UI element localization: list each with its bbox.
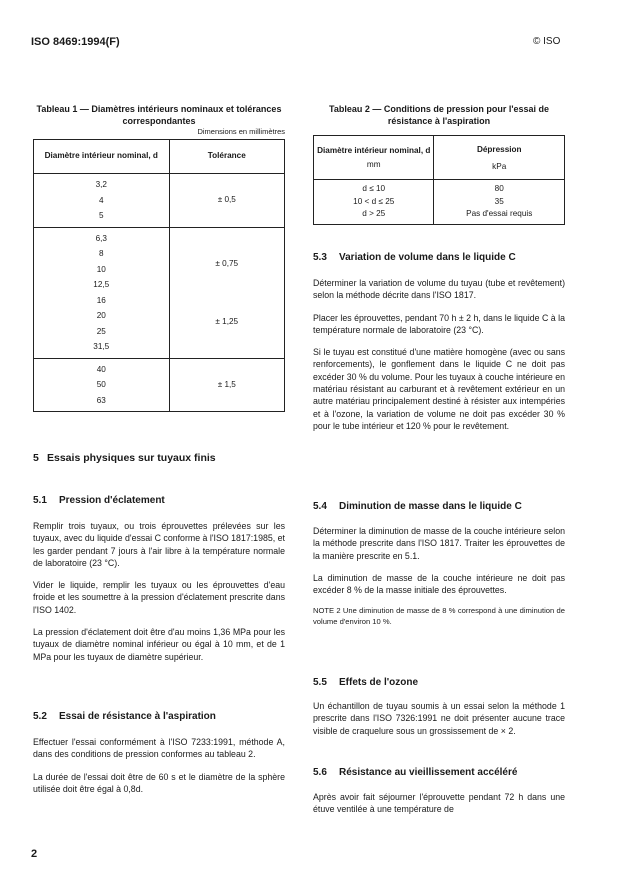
paragraph: Remplir trois tuyaux, ou trois éprouvettes prélevées sur les tuyaux, avec du liquide d'essai C conforme à l'ISO 1817:1985, et les garder pendant 7 jours à l'air libre à la température normale de laboratoire (23 °C). <box>33 521 285 568</box>
table1-diameter: 8 <box>98 249 104 258</box>
table1-diameter: 12,5 <box>93 280 110 289</box>
section-title: Pression d'éclatement <box>59 495 165 506</box>
table1-diameter: 16 <box>96 295 106 305</box>
paragraph: Déterminer la variation de volume du tuyau (tube et revêtement) selon la méthode décrite dans l'ISO 1817. <box>313 278 565 301</box>
section-5-4-heading <box>313 500 565 513</box>
table1-col1-header: Diamètre intérieur nominal, d <box>34 140 170 174</box>
section-5-6-body <box>313 791 565 816</box>
table2-value: 35 <box>434 196 565 209</box>
table1-diameter: 40 <box>96 364 106 374</box>
table2-col2-header: Dépression <box>476 144 522 154</box>
paragraph: La durée de l'essai doit être de 60 s et le diamètre de la sphère utilisée doit être égal à 0,8d. <box>33 771 285 794</box>
table2-row <box>314 208 565 224</box>
section-5-3-body <box>313 277 565 432</box>
table2-diameter: 10 < d ≤ 25 <box>314 196 434 209</box>
paragraph: Si le tuyau est constitué d'une matière homogène (avec ou sans renforcements), le gonflement dans le liquide C ne doit pas excéder 30 % du volume. Pour les tuyaux à couche intérieure en matériau résistant au carburant et à revêtement extérieur en un autre matériau principalement destiné à résister aux intempéries et à l'ozone, la variation de volume ne doit pas excéder 30 % pour le tube intérieur et 120 % pour le revêtement. <box>313 347 565 431</box>
table1-diameter: 63 <box>96 395 106 405</box>
table1-tolerance: ± 0,5 <box>169 174 284 228</box>
table2-col1-header: Diamètre intérieur nominal, d <box>317 146 431 155</box>
table1-tolerance: ± 1,5 <box>169 358 284 412</box>
table1-diameter: 3,2 <box>95 180 107 189</box>
section-title: Diminution de masse dans le liquide C <box>339 501 522 512</box>
section-5-1-body <box>33 520 285 663</box>
section-number: 5.2 <box>33 711 47 722</box>
section-number: 5.6 <box>313 767 327 778</box>
table1-row <box>34 174 285 228</box>
section-number: 5.5 <box>313 677 327 688</box>
table1 <box>33 139 285 412</box>
table1-block <box>33 104 285 412</box>
paragraph: Déterminer la diminution de masse de la couche intérieure selon la méthode prescrite dans l'ISO 1817. Traiter les éprouvettes de la manière prescrite en 5.1. <box>313 526 565 561</box>
page-number: 2 <box>31 848 38 860</box>
table2-value: 80 <box>434 180 565 196</box>
section-number: 5.4 <box>313 501 327 512</box>
section-title: Essai de résistance à l'aspiration <box>59 711 216 722</box>
paragraph: Après avoir fait séjourner l'éprouvette pendant 72 h dans une étuve ventilée à une température de <box>313 792 565 815</box>
table1-diameter: 20 <box>96 311 106 320</box>
section-title: Résistance au vieillissement accéléré <box>339 767 518 778</box>
section-5-5-body <box>313 700 565 737</box>
section-5-4-body <box>313 525 565 627</box>
table1-diameter: 4 <box>98 195 104 205</box>
paragraph: La pression d'éclatement doit être d'au moins 1,36 MPa pour les tuyaux de diamètre nominal inférieur ou égal à 10 mm, et de 1 MPa pour les tuyaux de diamètre supérieur. <box>33 627 285 662</box>
table2-diameter: d > 25 <box>314 208 434 224</box>
table2-col2-unit: kPa <box>492 161 507 171</box>
table2-row <box>314 196 565 209</box>
paragraph: La diminution de masse de la couche intérieure ne doit pas excéder 8 % de la masse initiale des éprouvettes. <box>313 572 565 596</box>
section-title: Essais physiques sur tuyaux finis <box>47 452 216 464</box>
table1-diameter: 25 <box>96 326 106 336</box>
section-5-heading <box>33 452 285 464</box>
table2-caption: Tableau 2 — Conditions de pression pour l'essai de résistance à l'aspiration <box>328 104 550 126</box>
table1-units: Dimensions en millimètres <box>197 127 285 136</box>
table2-diameter: d ≤ 10 <box>314 180 434 196</box>
table1-tolerance: ± 1,25 <box>215 316 239 326</box>
paragraph: Vider le liquide, remplir les tuyaux ou les éprouvettes d'eau froide et les soumettre à la pression d'éclatement prescrite dans l'ISO 1402. <box>33 580 285 615</box>
section-5-2-body <box>33 736 285 795</box>
table1-diameter: 50 <box>96 380 106 389</box>
paragraph: Effectuer l'essai conformément à l'ISO 7233:1991, méthode A, dans des conditions de pression conformes au tableau 2. <box>33 737 285 760</box>
section-5-2-heading <box>33 710 285 723</box>
table2-block <box>313 104 565 225</box>
table1-diameter: 10 <box>96 264 106 274</box>
section-5-3-heading <box>313 251 565 264</box>
table2-row <box>314 180 565 196</box>
table1-caption: Tableau 1 — Diamètres intérieurs nominaux et tolérances correspondantes <box>36 104 282 126</box>
section-5-1-heading <box>33 494 285 507</box>
paragraph: Un échantillon de tuyau soumis à un essai selon la méthode 1 prescrite dans l'ISO 7326:1991 ne doit présenter aucune trace visible de craquelure sous un grossissement de × 2. <box>313 701 565 736</box>
section-number: 5.1 <box>33 495 47 506</box>
table1-col2-header: Tolérance <box>169 140 284 174</box>
table1-row <box>34 227 285 358</box>
table2 <box>313 135 565 225</box>
note: NOTE 2 Une diminution de masse de 8 % correspond à une diminution de volume d'environ 10 %. <box>313 606 565 626</box>
table1-diameter: 31,5 <box>93 342 110 351</box>
table1-diameter: 6,3 <box>95 233 107 243</box>
section-5-5-heading <box>313 676 565 689</box>
table2-col1-unit: mm <box>366 160 381 169</box>
paragraph: Placer les éprouvettes, pendant 70 h ± 2 h, dans le liquide C à la température normale de laboratoire (23 °C). <box>313 312 565 335</box>
table2-value: Pas d'essai requis <box>434 208 565 224</box>
section-title: Variation de volume dans le liquide C <box>339 252 516 263</box>
copyright-mark: © ISO <box>533 36 561 47</box>
section-number: 5 <box>33 452 39 464</box>
section-number: 5.3 <box>313 252 327 263</box>
table1-row <box>34 358 285 412</box>
section-title: Effets de l'ozone <box>339 677 419 688</box>
table1-diameter: 5 <box>98 211 104 220</box>
section-5-6-heading <box>313 766 565 779</box>
standard-id: ISO 8469:1994(F) <box>31 36 120 48</box>
table1-tolerance: ± 0,75 <box>215 258 239 268</box>
